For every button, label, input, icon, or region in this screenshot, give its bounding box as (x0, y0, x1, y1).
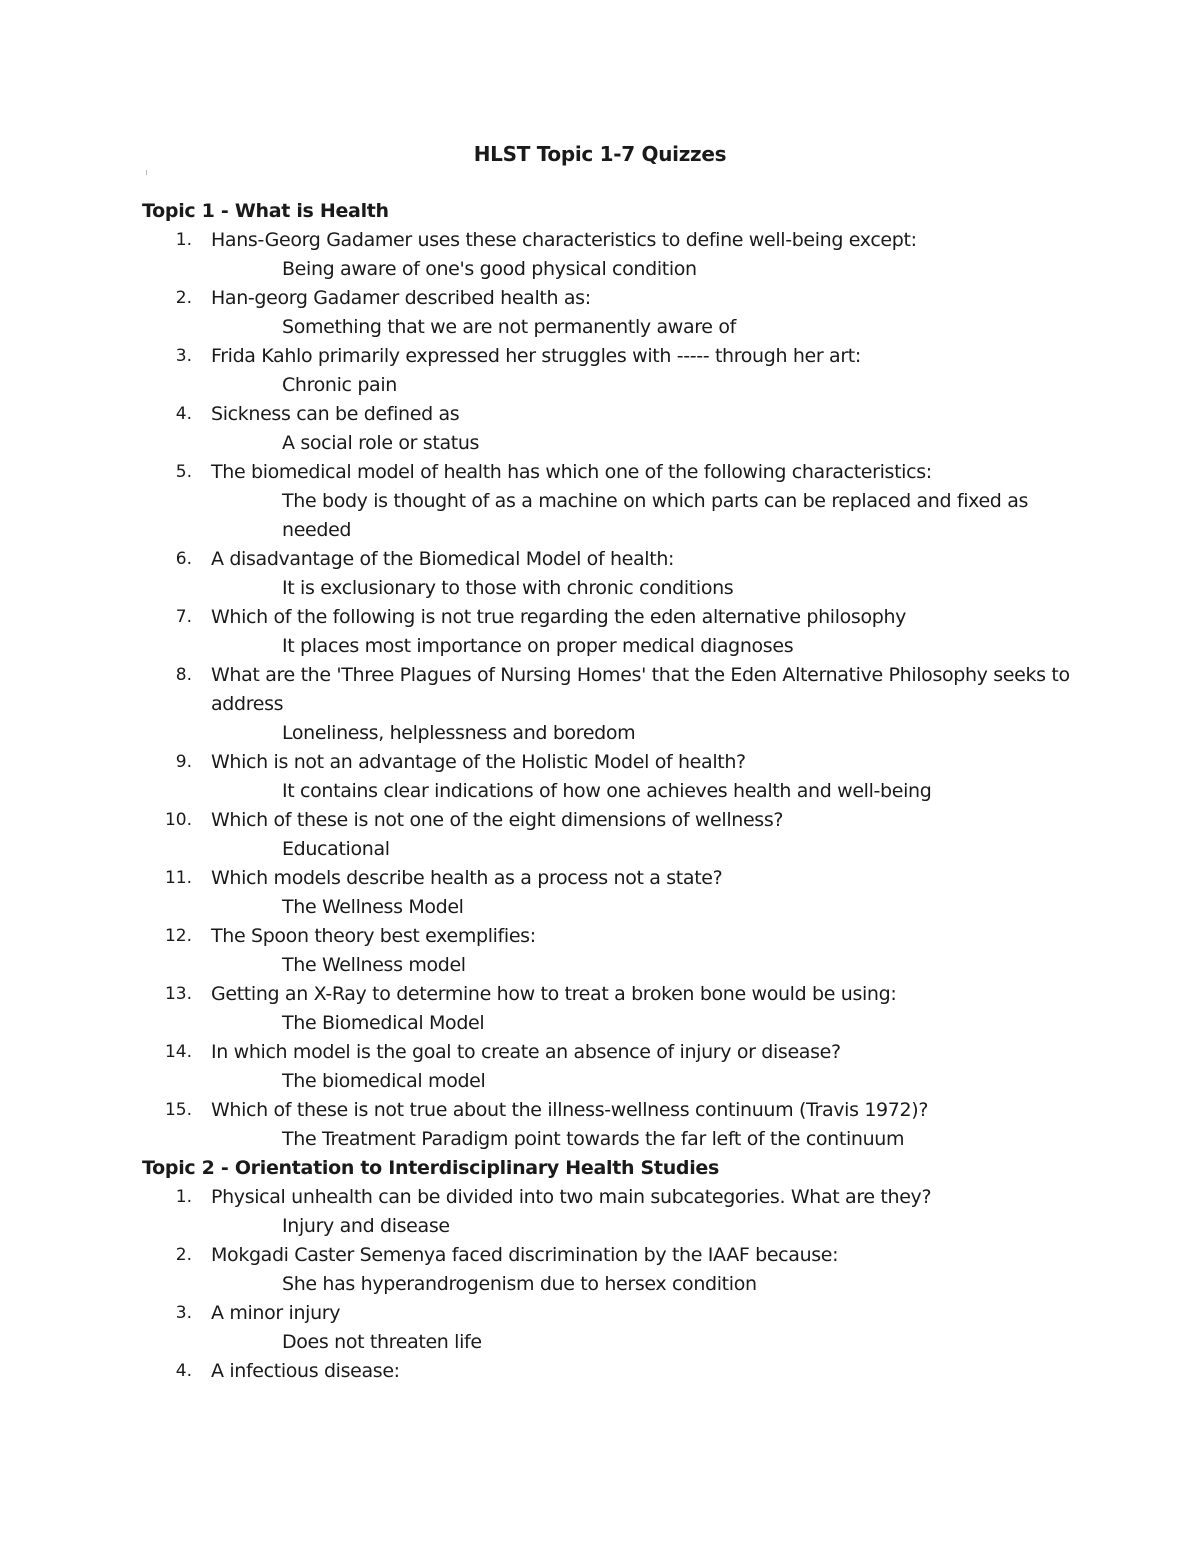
answer-text: A social role or status (282, 432, 480, 454)
question-item (142, 284, 1082, 342)
document-body (142, 197, 1082, 1386)
question-item (142, 748, 1082, 806)
question-number: 7. (175, 607, 192, 627)
question-number: 10. (164, 810, 192, 830)
answer-text: Chronic pain (282, 374, 397, 396)
question-text: A minor injury (211, 1302, 341, 1324)
answer-text: The Biomedical Model (282, 1012, 485, 1034)
question-text: Which models describe health as a process not a state? (211, 867, 723, 889)
topic-heading: Topic 2 - Orientation to Interdisciplinary Health Studies (142, 1157, 720, 1179)
answer-text: Loneliness, helplessness and boredom (282, 722, 636, 744)
question-number: 5. (175, 462, 192, 482)
answer-text: The Treatment Paradigm point towards the far left of the continuum (282, 1128, 905, 1150)
topic-heading: Topic 1 - What is Health (142, 200, 389, 222)
question-text: Which is not an advantage of the Holistic Model of health? (211, 751, 746, 773)
question-item (142, 1299, 1082, 1357)
question-text: Mokgadi Caster Semenya faced discrimination by the IAAF because: (211, 1244, 839, 1266)
question-item (142, 864, 1082, 922)
answer-text: It is exclusionary to those with chronic conditions (282, 577, 734, 599)
question-item (142, 545, 1082, 603)
question-text: A infectious disease: (211, 1360, 400, 1382)
question-number: 3. (175, 346, 192, 366)
question-item (142, 806, 1082, 864)
question-text: The Spoon theory best exemplifies: (211, 925, 536, 947)
question-item (142, 400, 1082, 458)
question-number: 1. (175, 230, 192, 250)
question-text: Han-georg Gadamer described health as: (211, 287, 591, 309)
question-item (142, 980, 1082, 1038)
question-number: 15. (164, 1100, 192, 1120)
question-text: What are the 'Three Plagues of Nursing Homes' that the Eden Alternative Philosophy seeks to address (211, 664, 1070, 715)
answer-text: The Wellness Model (282, 896, 464, 918)
question-number: 3. (175, 1303, 192, 1323)
question-item (142, 1357, 1082, 1386)
question-number: 4. (175, 1361, 192, 1381)
question-item (142, 342, 1082, 400)
ruler-mark (146, 170, 147, 175)
question-item (142, 661, 1082, 748)
answer-text: Something that we are not permanently aware of (282, 316, 736, 338)
question-item (142, 1183, 1082, 1241)
answer-text: It places most importance on proper medical diagnoses (282, 635, 794, 657)
answer-text: The biomedical model (282, 1070, 486, 1092)
question-number: 1. (175, 1187, 192, 1207)
question-text: In which model is the goal to create an absence of injury or disease? (211, 1041, 841, 1063)
question-item (142, 922, 1082, 980)
question-item (142, 1241, 1082, 1299)
question-number: 11. (164, 868, 192, 888)
question-item (142, 603, 1082, 661)
answer-text: It contains clear indications of how one achieves health and well-being (282, 780, 932, 802)
answer-text: Injury and disease (282, 1215, 450, 1237)
question-list (142, 226, 1082, 1154)
question-number: 2. (175, 288, 192, 308)
question-text: Which of these is not true about the illness-wellness continuum (Travis 1972)? (211, 1099, 929, 1121)
answer-text: Does not threaten life (282, 1331, 482, 1353)
question-item (142, 226, 1082, 284)
question-number: 4. (175, 404, 192, 424)
question-item (142, 1096, 1082, 1154)
question-number: 14. (164, 1042, 192, 1062)
question-number: 2. (175, 1245, 192, 1265)
answer-text: She has hyperandrogenism due to hersex condition (282, 1273, 757, 1295)
answer-text: The Wellness model (282, 954, 466, 976)
question-number: 9. (175, 752, 192, 772)
question-text: Which of the following is not true regarding the eden alternative philosophy (211, 606, 907, 628)
question-text: Hans-Georg Gadamer uses these characteristics to define well-being except: (211, 229, 917, 251)
question-text: Getting an X-Ray to determine how to treat a broken bone would be using: (211, 983, 897, 1005)
question-item (142, 1038, 1082, 1096)
answer-text: The body is thought of as a machine on which parts can be replaced and fixed as needed (282, 490, 1029, 541)
question-number: 6. (175, 549, 192, 569)
answer-text: Educational (282, 838, 390, 860)
question-number: 13. (164, 984, 192, 1004)
document-title: HLST Topic 1-7 Quizzes (473, 142, 727, 166)
question-text: Frida Kahlo primarily expressed her struggles with ----- through her art: (211, 345, 861, 367)
answer-text: Being aware of one's good physical condition (282, 258, 697, 280)
question-list (142, 1183, 1082, 1386)
question-number: 8. (175, 665, 192, 685)
question-number: 12. (164, 926, 192, 946)
question-text: Which of these is not one of the eight dimensions of wellness? (211, 809, 784, 831)
question-text: A disadvantage of the Biomedical Model of health: (211, 548, 675, 570)
question-text: Sickness can be defined as (211, 403, 460, 425)
question-text: Physical unhealth can be divided into two main subcategories. What are they? (211, 1186, 932, 1208)
question-text: The biomedical model of health has which one of the following characteristics: (211, 461, 932, 483)
question-item (142, 458, 1082, 545)
